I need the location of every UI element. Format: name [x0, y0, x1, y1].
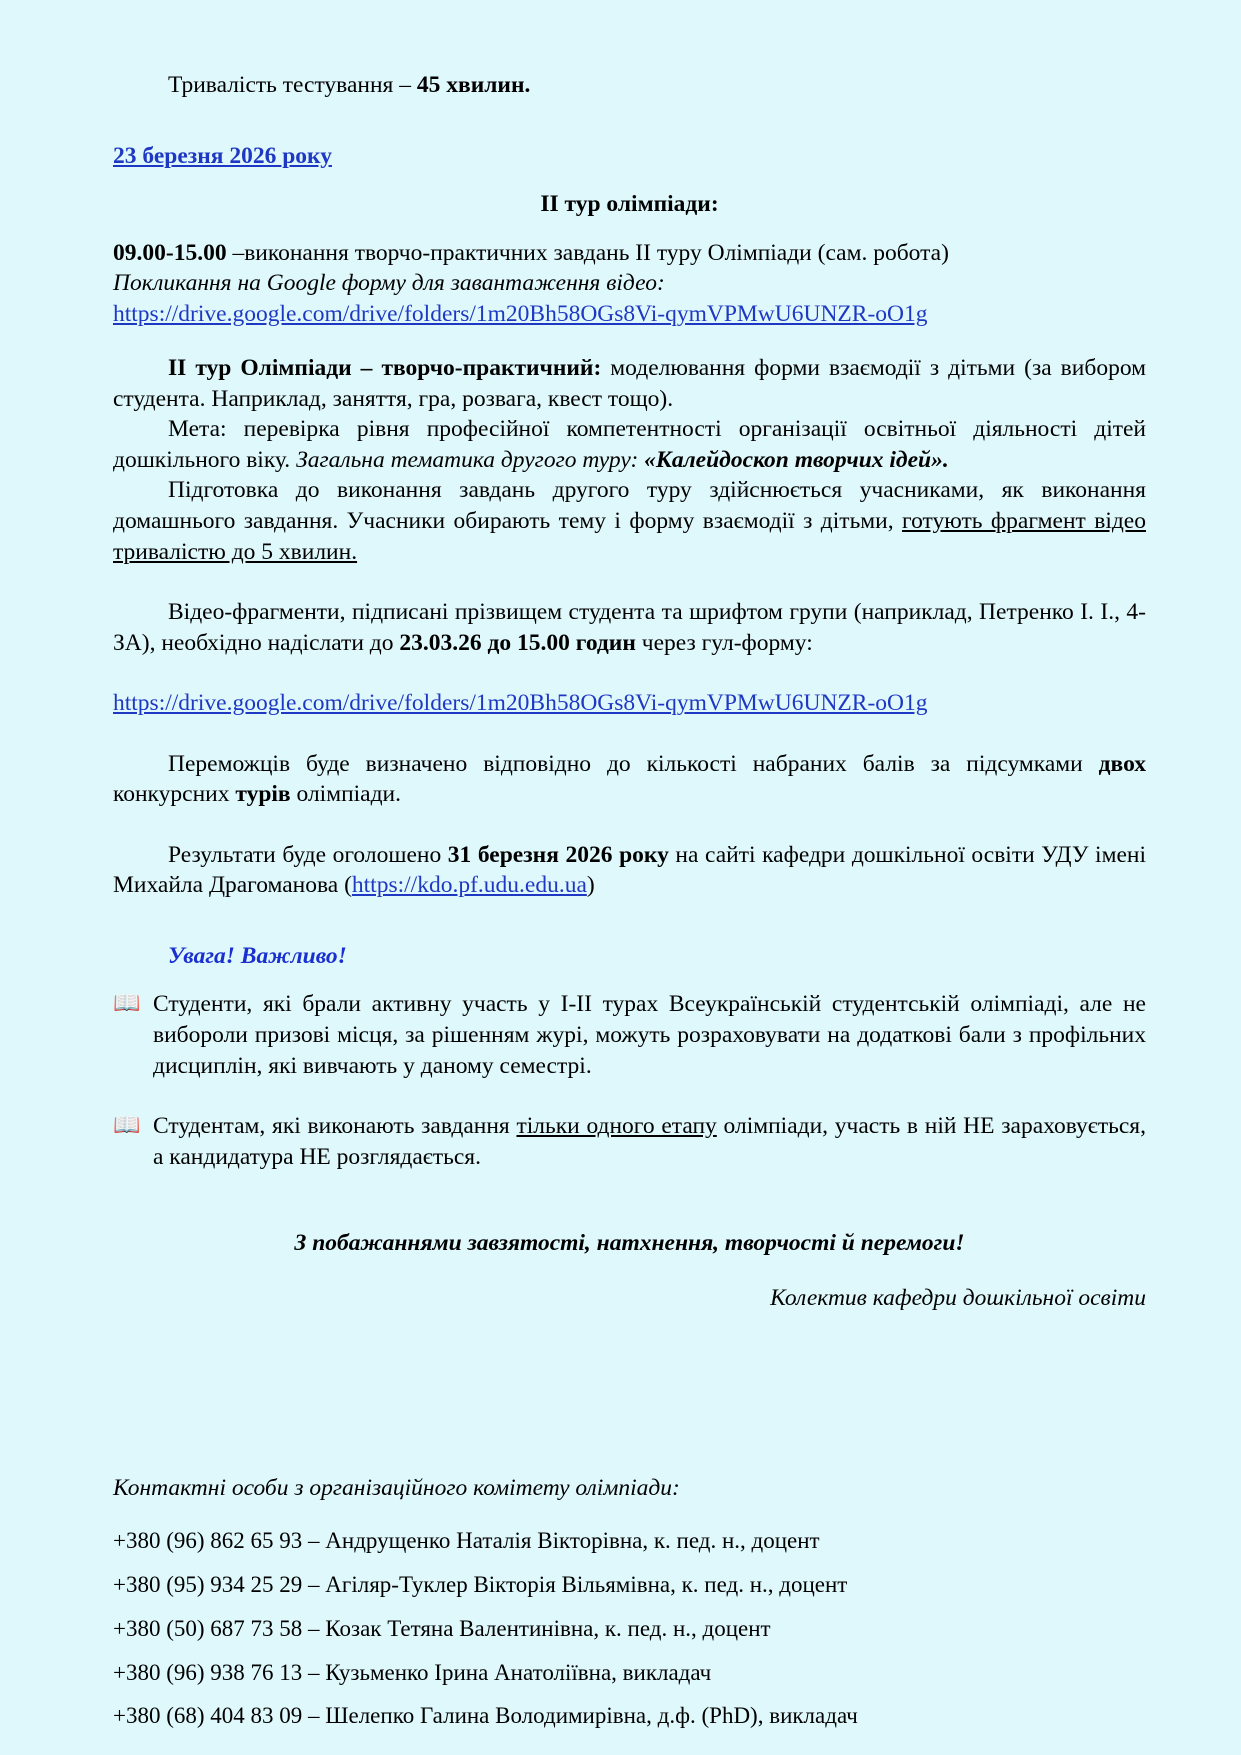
wishes-line: З побажаннями завзятості, натхнення, творчості й перемоги!: [294, 1230, 965, 1257]
contact-line: +380 (50) 687 73 58 – Козак Тетяна Валентинівна, к. пед. н., доцент: [113, 1615, 771, 1641]
google-form-link-second[interactable]: https://drive.google.com/drive/folders/1m20Bh58OGs8Vi-qymVPMwU6UNZR-oO1g: [113, 690, 928, 717]
bullet-text-1: Студенти, які брали активну участь у І-ІІ турах Всеукраїнській студентській олімпіаді, але не вибороли призові місця, за рішенням журі, можуть розраховувати на додаткові бали з профільних дисциплін, які вивчають у даному семестрі.: [153, 991, 1146, 1079]
date-heading-text: 23 березня 2026 року: [113, 142, 332, 169]
contact-line: +380 (96) 938 76 13 – Кузьменко Ірина Анатоліївна, викладач: [113, 1659, 712, 1685]
signature-line: Колектив кафедри дошкільної освіти: [770, 1284, 1146, 1311]
duration-prefix: Тривалість тестування –: [168, 72, 417, 98]
department-site-link[interactable]: https://kdo.pf.udu.edu.ua: [351, 872, 587, 899]
date-heading: [113, 141, 1146, 172]
winners-part1: Переможців буде визначено відповідно до кількості набраних балів за підсумками: [168, 750, 1099, 777]
tour2-paragraph: [113, 353, 1146, 414]
tour-heading: ІІ тур олімпіади:: [540, 191, 719, 218]
duration-line: [113, 70, 1146, 101]
winners-paragraph: [113, 749, 1146, 810]
schedule-line: [113, 238, 1146, 269]
bullet2-part2: олімпіади, участь в ній НЕ зараховується, а кандидатура НЕ розглядається.: [153, 1113, 1146, 1170]
schedule-rest: –виконання творчо-практичних завдань ІІ туру Олімпіади (сам. робота): [226, 239, 949, 266]
attention-heading-text: Увага! Важливо!: [168, 942, 347, 969]
prep-underlined: готують фрагмент відео тривалістю до 5 хвилин.: [113, 508, 1146, 565]
results-date: 31 березня 2026 року: [447, 841, 669, 868]
bullet2-underlined: тільки одного етапу: [516, 1113, 717, 1140]
tour2-lead: ІІ тур Олімпіади – творчо-практичний:: [168, 355, 602, 382]
contact-line: +380 (96) 862 65 93 – Андрущенко Наталія Вікторівна, к. пед. н., доцент: [113, 1527, 820, 1553]
results-part1: Результати буде оголошено: [168, 841, 448, 868]
google-form-note: Покликання на Google форму для завантаження відео:: [113, 270, 665, 297]
results-paragraph: [113, 840, 1146, 901]
results-part2: на сайті кафедри дошкільної освіти УДУ імені Михайла Драгоманова (: [113, 841, 1146, 899]
goal-paragraph: [113, 414, 1146, 475]
google-form-url-line: [113, 299, 1146, 330]
attention-heading: [113, 941, 1146, 972]
preparation-paragraph: [113, 475, 1146, 567]
schedule-time: 09.00-15.00: [113, 239, 227, 266]
bullet2-part1: Студентам, які виконають завдання: [153, 1113, 517, 1140]
contacts-heading: Контактні особи з організаційного комітету олімпіади:: [113, 1475, 680, 1502]
results-part3: ): [586, 872, 595, 899]
fragments-deadline: 23.03.26 до 15.00 годин: [399, 629, 636, 656]
open-book-icon: 📖: [113, 991, 141, 1017]
goal-plain: Мета: перевірка рівня професійної компетентності організації освітньої діяльності дітей дошкільного віку.: [113, 416, 1146, 473]
contact-line: +380 (95) 934 25 29 – Агіляр-Туклер Вікторія Вільямівна, к. пед. н., доцент: [113, 1571, 848, 1597]
list-item: [113, 989, 1146, 1081]
winners-part3: олімпіади.: [290, 781, 402, 808]
winners-bold-rounds: турів: [235, 781, 291, 808]
google-form-link[interactable]: https://drive.google.com/drive/folders/1m20Bh58OGs8Vi-qymVPMwU6UNZR-oO1g: [113, 300, 928, 327]
fragments-part1: Відео-фрагменти, підписані прізвищем студента та шрифтом групи (наприклад, Петренко І. І., 4-ЗА), необхідно надіслати до: [113, 599, 1146, 656]
list-item: [113, 1111, 1146, 1172]
winners-bold-two: двох: [1098, 750, 1146, 777]
duration-value: 45 хвилин.: [416, 72, 531, 98]
fragments-part2: через гул-форму:: [635, 629, 813, 656]
winners-part2: конкурсних: [113, 781, 236, 808]
goal-theme: «Калейдоскоп творчих ідей».: [644, 446, 949, 473]
form-url-second-line: [113, 688, 1146, 719]
bullet-text-2: [153, 1111, 1146, 1172]
contact-line: +380 (68) 404 83 09 – Шелепко Галина Володимирівна, д.ф. (PhD), викладач: [113, 1703, 858, 1729]
fragments-paragraph: [113, 597, 1146, 658]
goal-italic: Загальна тематика другого туру:: [296, 446, 645, 473]
prep-plain: Підготовка до виконання завдань другого туру здійснюється учасниками, як виконання домашнього завдання. Учасники обирають тему і форму взаємодії з дітьми,: [113, 477, 1146, 535]
open-book-icon: 📖: [113, 1113, 141, 1139]
tour2-rest: моделювання форми взаємодії з дітьми (за вибором студента. Наприклад, заняття, гра, розвага, квест тощо).: [113, 355, 1146, 412]
